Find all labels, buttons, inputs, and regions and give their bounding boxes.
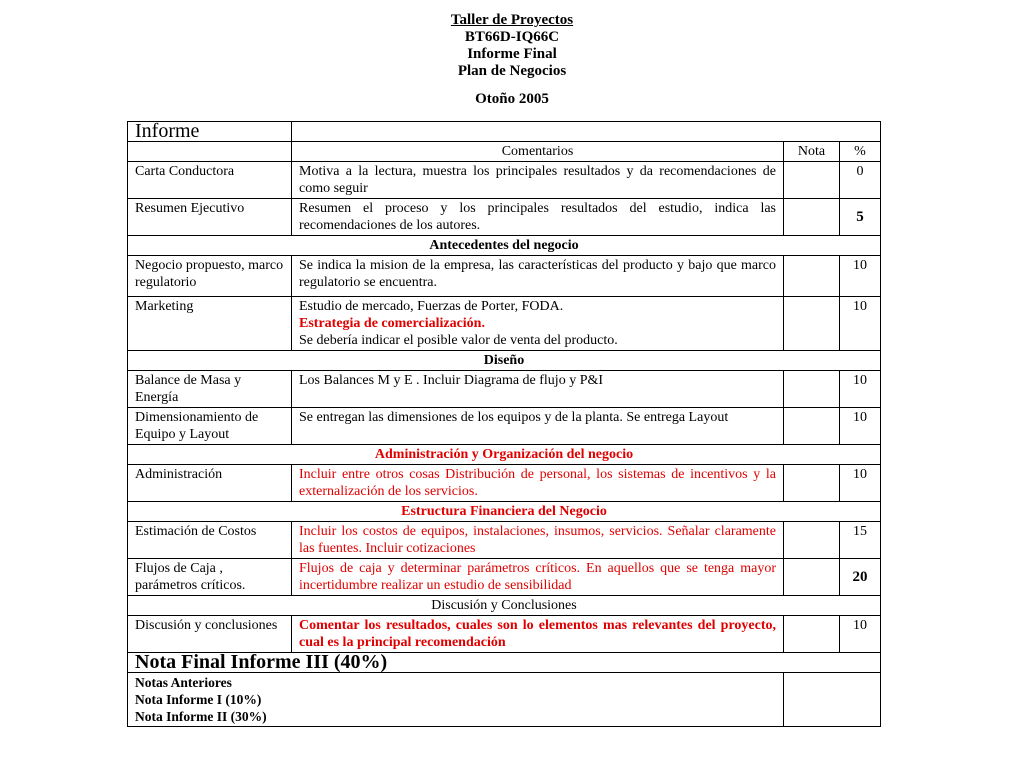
nota-cell bbox=[784, 371, 840, 408]
final-grade-label: Nota Final Informe III (40%) bbox=[128, 653, 881, 673]
nota-cell bbox=[784, 162, 840, 199]
section-row bbox=[128, 502, 881, 522]
weight-cell: 5 bbox=[840, 199, 881, 236]
final-grade-row bbox=[128, 653, 881, 673]
nota-cell bbox=[784, 616, 840, 653]
column-header-comments: Comentarios bbox=[292, 142, 784, 162]
section-heading: Discusión y Conclusiones bbox=[128, 596, 881, 616]
column-header-blank bbox=[128, 142, 292, 162]
nota-cell bbox=[784, 297, 840, 351]
previous-grade-1: Nota Informe I (10%) bbox=[135, 692, 262, 707]
table-row bbox=[128, 522, 881, 559]
previous-grade-2: Nota Informe II (30%) bbox=[135, 709, 267, 724]
course-code: BT66D-IQ66C bbox=[464, 29, 560, 45]
weight-cell: 10 bbox=[840, 297, 881, 351]
table-row bbox=[128, 465, 881, 502]
previous-grades-heading: Notas Anteriores bbox=[135, 675, 232, 690]
criterion-label: Balance de Masa y Energía bbox=[128, 371, 292, 408]
table-row bbox=[128, 616, 881, 653]
criterion-comment: Resumen el proceso y los principales resultados del estudio, indica las recomendaciones de los autores. bbox=[292, 199, 784, 236]
previous-grades bbox=[128, 673, 784, 727]
criterion-label: Estimación de Costos bbox=[128, 522, 292, 559]
table-row bbox=[128, 162, 881, 199]
weight-cell: 0 bbox=[840, 162, 881, 199]
comment-line: Se debería indicar el posible valor de venta del producto. bbox=[299, 333, 618, 348]
criterion-comment: Incluir entre otros cosas Distribución de personal, los sistemas de incentivos y la externalización de los servicios. bbox=[292, 465, 784, 502]
weight-cell: 10 bbox=[840, 371, 881, 408]
section-heading: Antecedentes del negocio bbox=[128, 236, 881, 256]
criterion-comment: Se indica la mision de la empresa, las características del producto y bajo que marco regulatorio se encuentra. bbox=[292, 256, 784, 297]
previous-grades-row bbox=[128, 673, 881, 727]
table-row bbox=[128, 297, 881, 351]
criterion-label: Negocio propuesto, marco regulatorio bbox=[128, 256, 292, 297]
criterion-comment: Flujos de caja y determinar parámetros críticos. En aquellos que se tenga mayor incertidumbre realizar un estudio de sensibilidad bbox=[292, 559, 784, 596]
section-heading: Diseño bbox=[128, 351, 881, 371]
nota-cell bbox=[784, 408, 840, 445]
report-subject: Plan de Negocios bbox=[457, 63, 567, 79]
column-header-row bbox=[128, 142, 881, 162]
weight-cell: 10 bbox=[840, 465, 881, 502]
criterion-comment: Motiva a la lectura, muestra los principales resultados y da recomendaciones de como seguir bbox=[292, 162, 784, 199]
term-label: Otoño 2005 bbox=[475, 91, 549, 107]
table-row bbox=[128, 256, 881, 297]
section-heading: Administración y Organización del negocio bbox=[128, 445, 881, 465]
course-title: Taller de Proyectos bbox=[450, 12, 574, 28]
report-name: Informe Final bbox=[467, 46, 557, 62]
weight-cell: 10 bbox=[840, 256, 881, 297]
section-row bbox=[128, 596, 881, 616]
nota-cell bbox=[784, 559, 840, 596]
weight-cell: 10 bbox=[840, 616, 881, 653]
column-header-nota: Nota bbox=[784, 142, 840, 162]
table-row bbox=[128, 371, 881, 408]
criterion-label: Flujos de Caja , parámetros críticos. bbox=[128, 559, 292, 596]
criterion-comment bbox=[292, 297, 784, 351]
previous-grades-blank bbox=[784, 673, 881, 727]
table-title-blank bbox=[292, 122, 881, 142]
nota-cell bbox=[784, 522, 840, 559]
table-title: Informe bbox=[128, 122, 292, 142]
criterion-label: Administración bbox=[128, 465, 292, 502]
criterion-label: Resumen Ejecutivo bbox=[128, 199, 292, 236]
weight-cell: 20 bbox=[840, 559, 881, 596]
table-row bbox=[128, 559, 881, 596]
comment-line-highlight: Estrategia de comercialización. bbox=[299, 316, 485, 331]
criterion-comment: Incluir los costos de equipos, instalaciones, insumos, servicios. Señalar claramente las fuentes. Incluir cotizaciones bbox=[292, 522, 784, 559]
nota-cell bbox=[784, 465, 840, 502]
table-row bbox=[128, 408, 881, 445]
document-header bbox=[0, 12, 1024, 108]
comment-line: Estudio de mercado, Fuerzas de Porter, FODA. bbox=[299, 299, 564, 314]
column-header-pct: % bbox=[840, 142, 881, 162]
nota-cell bbox=[784, 256, 840, 297]
criterion-comment: Comentar los resultados, cuales son lo elementos mas relevantes del proyecto, cual es la principal recomendación bbox=[292, 616, 784, 653]
section-row bbox=[128, 351, 881, 371]
criterion-comment: Se entregan las dimensiones de los equipos y de la planta. Se entrega Layout bbox=[292, 408, 784, 445]
criterion-label: Marketing bbox=[128, 297, 292, 351]
criterion-comment: Los Balances M y E . Incluir Diagrama de flujo y P&I bbox=[292, 371, 784, 408]
evaluation-table bbox=[127, 121, 881, 727]
table-row bbox=[128, 199, 881, 236]
criterion-label: Dimensionamiento de Equipo y Layout bbox=[128, 408, 292, 445]
section-row bbox=[128, 445, 881, 465]
nota-cell bbox=[784, 199, 840, 236]
section-row bbox=[128, 236, 881, 256]
weight-cell: 15 bbox=[840, 522, 881, 559]
criterion-label: Carta Conductora bbox=[128, 162, 292, 199]
criterion-label: Discusión y conclusiones bbox=[128, 616, 292, 653]
weight-cell: 10 bbox=[840, 408, 881, 445]
section-heading: Estructura Financiera del Negocio bbox=[128, 502, 881, 522]
table-title-row bbox=[128, 122, 881, 142]
